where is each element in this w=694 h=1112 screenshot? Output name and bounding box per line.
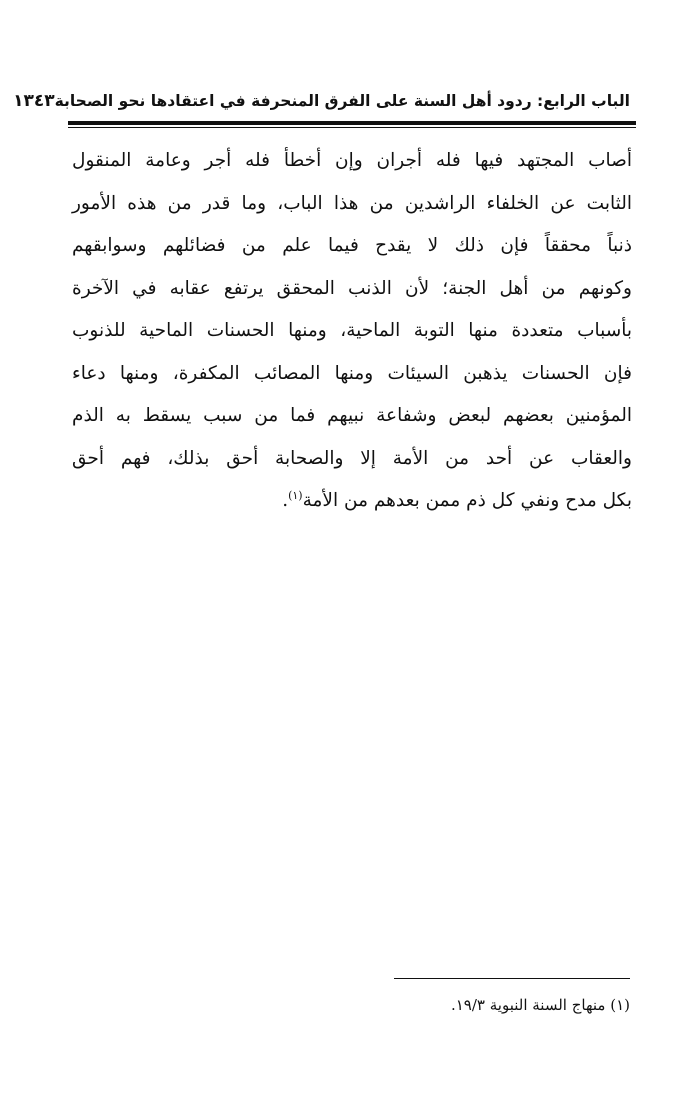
text-line: فإن الحسنات يذهبن السيئات ومنها المصائب المكفرة، ومنها دعاء [72, 362, 632, 384]
text-line-last [72, 480, 632, 523]
footnote-separator [394, 978, 630, 979]
text-line: والعقاب عن أحد من الأمة إلا والصحابة أحق بذلك، فهم أحق [72, 447, 632, 469]
chapter-title: الباب الرابع: ردود أهل السنة على الفرق المنحرفة في اعتقادها نحو الصحابة [54, 92, 630, 110]
header-rule-thin [68, 127, 636, 128]
page-number: ١٣٤٣ [13, 91, 55, 111]
last-line-period: . [282, 490, 289, 511]
text-line: الثابت عن الخلفاء الراشدين من هذا الباب، وما قدر من هذه الأمور [72, 192, 632, 214]
text-line: ذنباً محققاً فإن ذلك لا يقدح فيما علم من فضائلهم وسوابقهم [72, 235, 632, 256]
text-line: بأسباب متعددة منها التوبة الماحية، ومنها الحسنات الماحية للذنوب [72, 320, 632, 341]
text-line: أصاب المجتهد فيها فله أجران وإن أخطأ فله أجر وعامة المنقول [72, 150, 632, 171]
header-rule-thick [68, 121, 636, 125]
text-line: المؤمنين بعضهم لبعض وشفاعة نبيهم فما من سبب يسقط به الذم [72, 405, 632, 426]
text-line: وكونهم من أهل الجنة؛ لأن الذنب المحقق يرتفع عقابه في الآخرة [72, 277, 632, 299]
last-line-text: بكل مدح ونفي كل ذم ممن بعدهم من الأمة [302, 490, 632, 511]
running-header [13, 86, 630, 116]
footnote: (١) منهاج السنة النبوية ١٩/٣. [450, 996, 630, 1014]
footnote-reference[interactable]: (١) [288, 488, 303, 502]
body-paragraph [72, 140, 632, 523]
